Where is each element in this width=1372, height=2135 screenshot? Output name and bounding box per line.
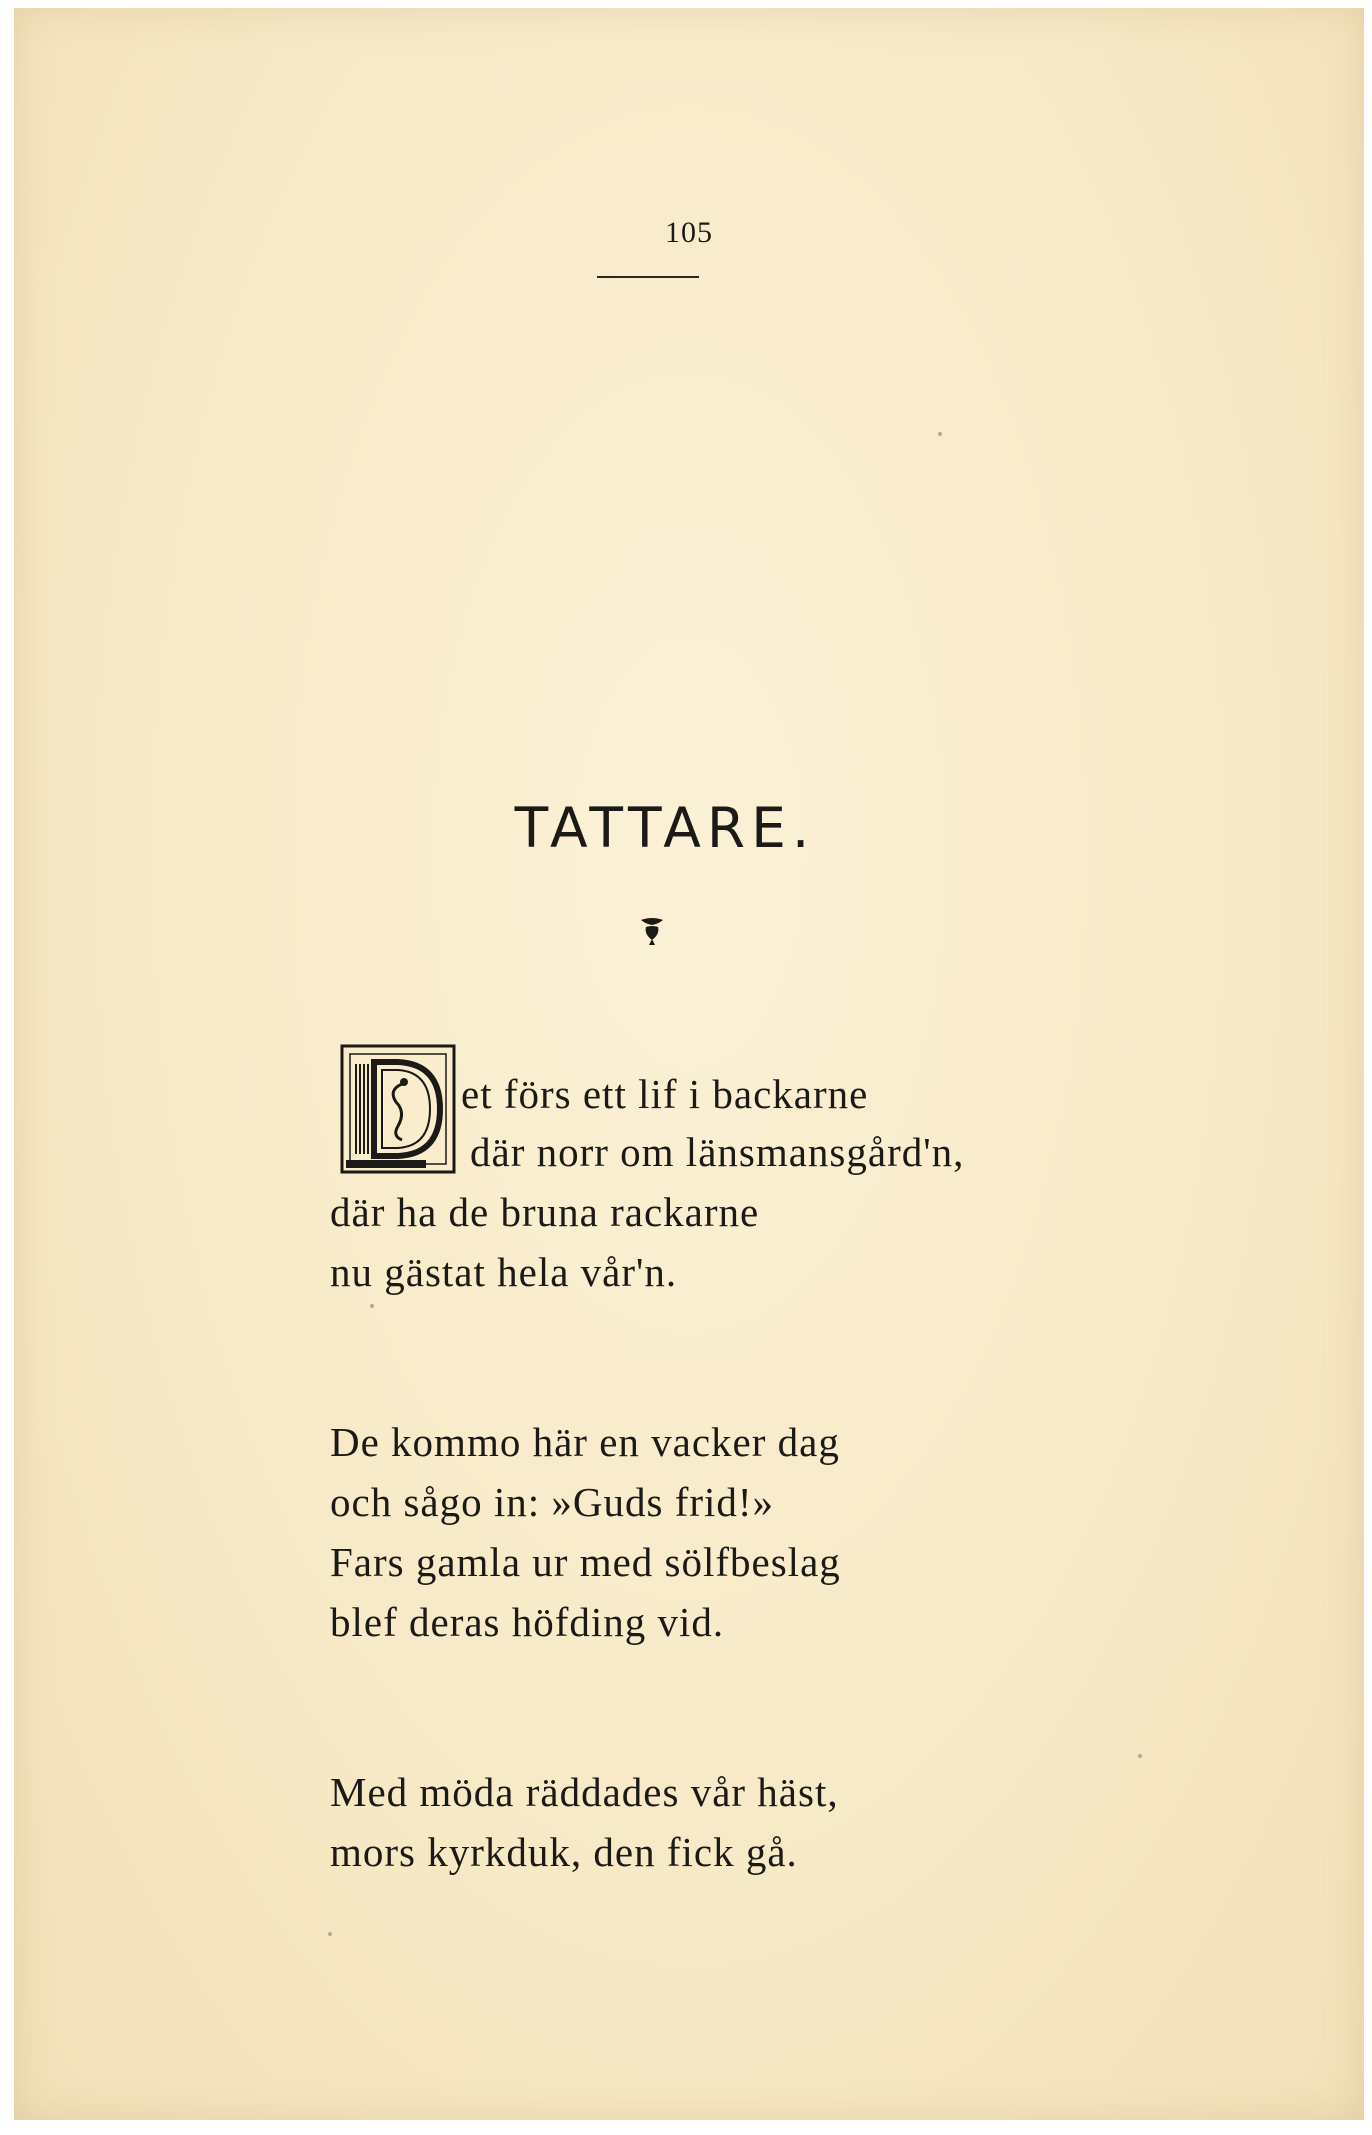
page-number: 105: [665, 216, 713, 249]
stanza2-line1: De kommo här en vacker dag: [330, 1419, 840, 1465]
stanza1-line2: där norr om länsmansgård'n,: [470, 1129, 965, 1175]
stanza2-line2: och sågo in: »Guds frid!»: [330, 1479, 775, 1525]
stanza2-line4: blef deras höfding vid.: [330, 1599, 725, 1645]
poem-title: TATTARE.: [514, 796, 816, 860]
fleuron-icon: [638, 916, 666, 946]
paper-speck: [328, 1932, 332, 1936]
stanza1-line1: et förs ett lif i backarne: [461, 1071, 869, 1117]
stanza1-line4: nu gästat hela vår'n.: [330, 1249, 678, 1295]
page-number-rule: [597, 276, 699, 278]
paper-speck: [370, 1304, 374, 1308]
stanza3-line1: Med möda räddades vår häst,: [330, 1769, 839, 1815]
paper-speck: [938, 432, 942, 436]
decorated-initial-icon: [340, 1044, 456, 1174]
stanza2-line3: Fars gamla ur med sölfbeslag: [330, 1539, 841, 1585]
stanza3-line2: mors kyrkduk, den fick gå.: [330, 1829, 798, 1875]
stanza1-line3: där ha de bruna rackarne: [330, 1189, 760, 1235]
paper-speck: [1138, 1754, 1142, 1758]
book-page: [14, 8, 1364, 2120]
